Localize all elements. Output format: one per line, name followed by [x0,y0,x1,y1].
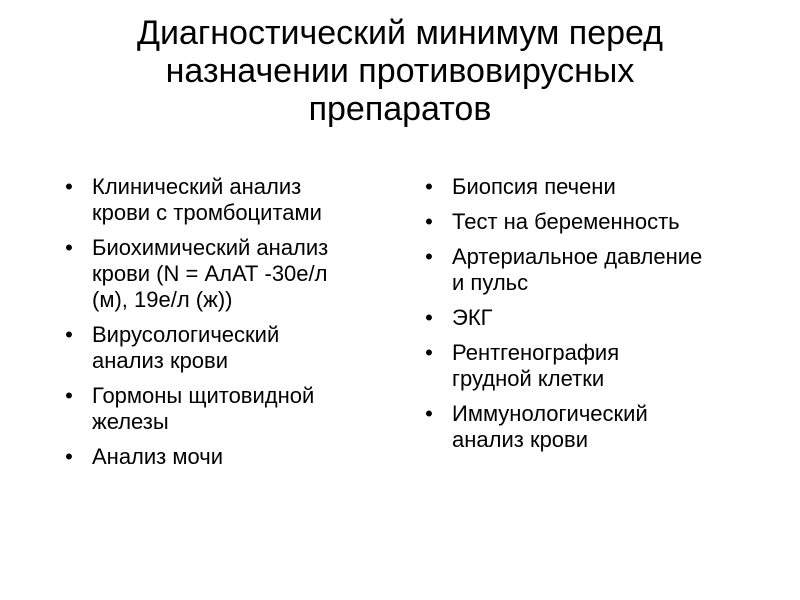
title-line: назначении противовирусных [165,52,635,90]
list-item-text: Тест на беременность [452,209,680,234]
list-item-text: Иммунологический [452,401,648,426]
bullet-icon: • [425,305,433,330]
left-bullet-list [62,174,392,479]
list-item-text: и пульс [452,270,529,295]
bullet-icon: • [425,244,433,269]
list-item-text: Биохимический анализ [92,235,329,260]
list-item-text: крови (N = АлАТ -30е/л [92,261,328,286]
list-item-text: ЭКГ [452,305,493,330]
list-item-text: анализ крови [92,348,229,373]
list-item [422,401,772,453]
bullet-icon: • [425,174,433,199]
list-item [422,209,772,235]
list-item-text: Биопсия печени [452,174,616,199]
list-item [422,244,772,296]
list-item-text: железы [92,409,169,434]
title-line: Диагностический минимум перед [136,14,664,52]
list-item-text: Клинический анализ [92,174,302,199]
list-item-text: Анализ мочи [92,444,224,469]
title-line: препаратов [308,90,492,128]
slide-title [40,14,760,128]
list-item [422,174,772,200]
list-item-text: Гормоны щитовидной [92,383,315,408]
bullet-icon: • [65,444,73,469]
list-item [422,305,772,331]
list-item-text: Вирусологический [92,322,280,347]
bullet-icon: • [65,174,73,199]
list-item [62,444,392,470]
list-item [62,383,392,435]
list-item-text: крови с тромбоцитами [92,200,322,225]
list-item-text: Артериальное давление [452,244,703,269]
bullet-icon: • [425,401,433,426]
list-item-text: грудной клетки [452,366,605,391]
bullet-icon: • [65,383,73,408]
bullet-icon: • [425,340,433,365]
right-bullet-list [422,174,772,462]
list-item-text: анализ крови [452,427,589,452]
list-item-text: (м), 19е/л (ж)) [92,287,233,312]
list-item [62,235,392,313]
list-item [62,174,392,226]
bullet-icon: • [425,209,433,234]
bullet-icon: • [65,235,73,260]
list-item [422,340,772,392]
list-item [62,322,392,374]
bullet-icon: • [65,322,73,347]
list-item-text: Рентгенография [452,340,620,365]
